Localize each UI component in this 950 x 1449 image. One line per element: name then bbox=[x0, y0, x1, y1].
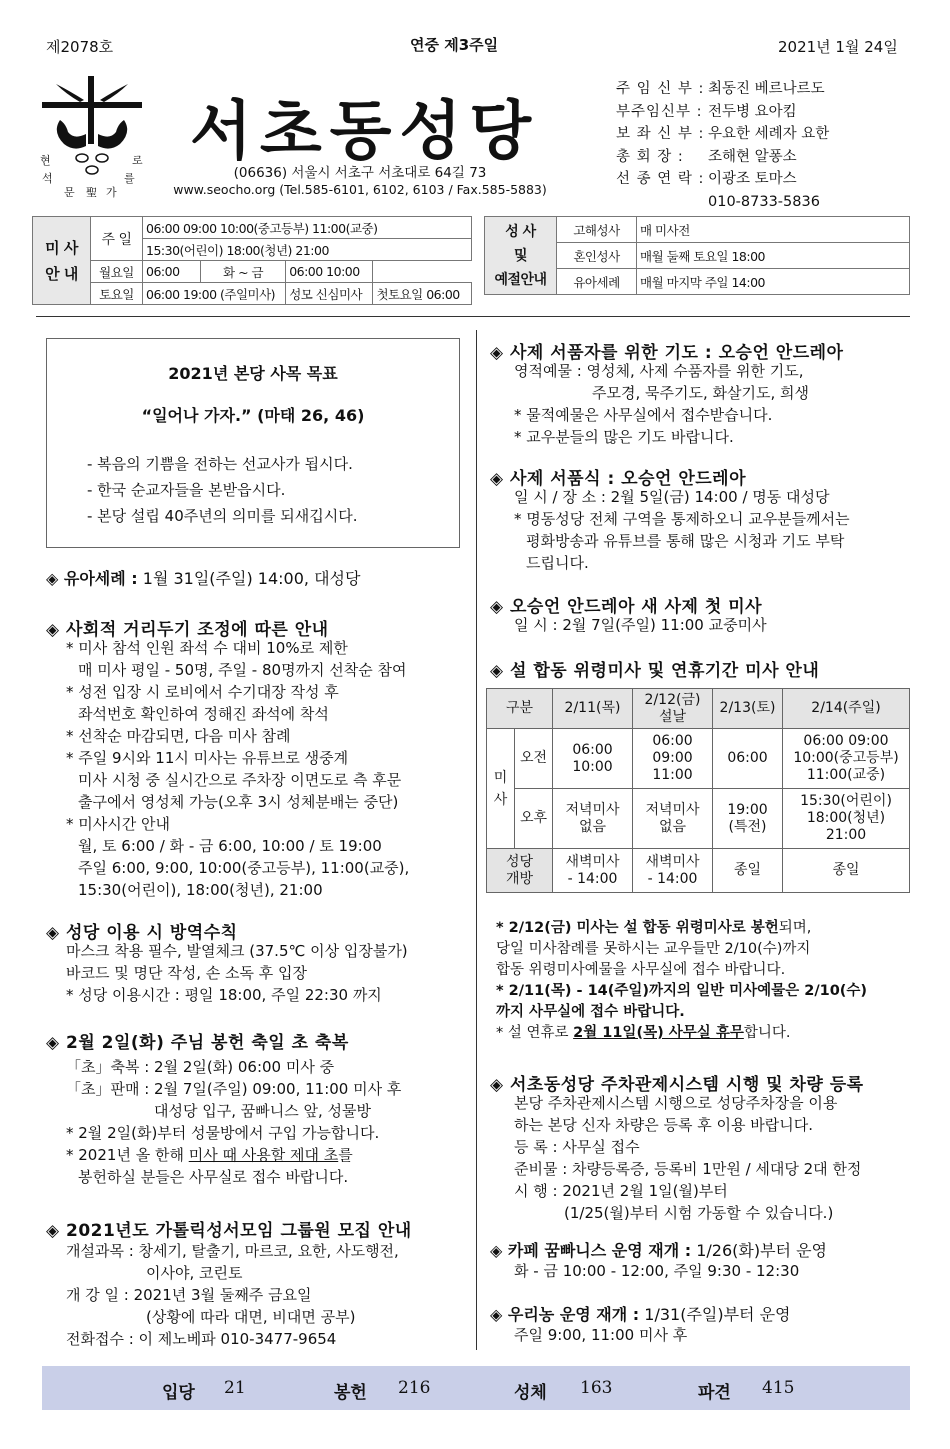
holiday-notes: * 2/12(금) 미사는 설 합동 위령미사로 봉헌되며, 당일 미사참례를 못하시는 교우들만 2/10(수)까지 합동 위령미사예물을 사무실에 접수 바랍니다. * 2/11(목) - 14(주일)까지의 일반 미사예물은 2/10(수) 까지 사무실에 접수 바랍니다. * 설 연휴로 2월 11일(목) 사무실 휴무합니다. bbox=[496, 920, 868, 1041]
section-cafe-body: 화 - 금 10:00 - 12:00, 주일 9:30 - 12:30 bbox=[514, 1262, 800, 1280]
footer-value-communion: 163 bbox=[580, 1378, 613, 1398]
section-distancing-body: * 미사 참석 인원 좌석 수 대비 10%로 제한 매 미사 평일 - 50명, 주일 - 80명까지 선착순 참여 * 성전 입장 시 로비에서 수기대장 작성 후 좌석번호 확인하여 정해진 좌석에 착석 * 선착순 마감되면, 다음 미사 참례 * 주일 9시와 11시 미사는 유튜브로 생중계 미사 시청 중 실시간으로 주차장 이면도로 측 후문 출구에서 영성체 가능(오후 3시 성체분배는 중단) * 미사시간 안내 월, 토 6:00 / 화 - 금 6:00, 10:00 / 토 19:00 주일 6:00, 9:00, 10:00(중고등부), 11:00(교중), 15:30(어린이), 18:00(청년), 21:00 bbox=[66, 639, 410, 899]
section-prayer-title: ◈ 사제 서품자를 위한 기도 : 오승언 안드레아 bbox=[490, 343, 844, 363]
sacrament-table: 성 사 및 예절안내 고해성사 매 미사전 혼인성사 매월 둘째 토요일 18:00 유아세례 매월 마지막 주일 14:00 bbox=[484, 216, 910, 295]
section-ordination-body: 일 시 / 장 소 : 2월 5일(금) 14:00 / 명동 대성당 * 명동성당 전체 구역을 통제하오니 교우분들께서는 평화방송과 유튜브를 통해 많은 시청과 기도 부탁 드립니다. bbox=[514, 488, 850, 572]
section-candle-body: 「초」축복 : 2월 2일(화) 06:00 미사 중 「초」판매 : 2월 7일(주일) 09:00, 11:00 미사 후 대성당 입구, 꿈빠니스 앞, 성물방 * 2월 2일(화)부터 성물방에서 구입 가능합니다. * 2021년 올 한해 미사 때 사용할 제대 초를 봉헌하실 분들은 사무실로 접수 바랍니다. bbox=[66, 1058, 402, 1186]
church-name: 서초동성당 bbox=[190, 95, 540, 169]
mass-schedule-table: 미 사 안 내 주 일 06:00 09:00 10:00(중고등부) 11:00(교중) 15:30(어린이) 18:00(청년) 21:00 월요일 06:00 화 ~ 금 06:00 10:00 토요일 06:00 19:00 (주일미사) 성모 신심미사 첫토요일 06:00 bbox=[32, 216, 472, 305]
section-farm-body: 주일 9:00, 11:00 미사 후 bbox=[514, 1326, 688, 1344]
pastoral-goal-box: 2021년 본당 사목 목표 “일어나 가자.” (마태 26, 46) - 복음의 기쁨을 전하는 선교사가 됩시다. - 한국 순교자들을 본받읍시다. - 본당 설립 40주년의 의미를 되새깁시다. bbox=[46, 338, 460, 548]
section-parking-title: ◈ 서초동성당 주차관제시스템 시행 및 차량 등록 bbox=[490, 1075, 864, 1095]
infant-baptism: ◈ 유아세례 : 1월 31일(주일) 14:00, 대성당 bbox=[46, 569, 361, 588]
issue-date: 2021년 1월 24일 bbox=[778, 38, 898, 56]
church-address: (06636) 서울시 서초구 서초대로 64길 73 bbox=[233, 165, 487, 181]
section-bible-title: ◈ 2021년도 가톨릭성서모임 그룹원 모집 안내 bbox=[46, 1221, 412, 1241]
footer-liturgy-bar bbox=[42, 1366, 910, 1410]
section-first-mass-title: ◈ 오승언 안드레아 새 사제 첫 미사 bbox=[490, 597, 763, 617]
church-logo: 현 로 석 를 문 聖 가 bbox=[38, 72, 146, 200]
footer-label-offertory: 봉헌 bbox=[334, 1383, 367, 1403]
section-first-mass-body: 일 시 : 2월 7일(주일) 11:00 교중미사 bbox=[514, 616, 767, 634]
church-contact: www.seocho.org (Tel.585-6101, 6102, 6103 / Fax.585-5883) bbox=[173, 182, 547, 197]
footer-value-offertory: 216 bbox=[398, 1378, 431, 1398]
section-prayer-body: 영적예물 : 영성체, 사제 수품자를 위한 기도, 주모경, 묵주기도, 화살기도, 희생 * 물적예물은 사무실에서 접수받습니다. * 교우분들의 많은 기도 바랍니다. bbox=[514, 362, 809, 446]
footer-label-communion: 성체 bbox=[514, 1383, 547, 1403]
footer-label-entrance: 입당 bbox=[162, 1383, 195, 1403]
section-bible-body: 개설과목 : 창세기, 탈출기, 마르코, 요한, 사도행전, 이사야, 코린토 개 강 일 : 2021년 3월 둘째주 금요일 (상황에 따라 대면, 비대면 공부) 전화접수 : 이 제노베파 010-3477-9654 bbox=[66, 1242, 399, 1348]
section-candle-title: ◈ 2월 2일(화) 주님 봉헌 축일 초 축복 bbox=[46, 1033, 349, 1053]
issue-number: 제2078호 bbox=[46, 38, 114, 56]
section-holiday-title: ◈ 설 합동 위령미사 및 연휴기간 미사 안내 bbox=[490, 661, 820, 681]
footer-value-entrance: 21 bbox=[224, 1378, 246, 1398]
holiday-mass-table: 구분 2/11(목) 2/12(금) 설날 2/13(토) 2/14(주일) 미 사 오전 06:00 10:00 06:00 09:00 11:00 06:00 06:00 09:00 10:00(중고등부) 11:00(교중) 오후 저녁미사 없음 저녁미사 없음 19:00 (특전) 15:30(어린이) 18:00(청년) 21:00 성당 개방 새벽미사 - 14:00 새벽미사 - 14:00 종일 종일 bbox=[486, 688, 910, 893]
section-quarantine-body: 마스크 착용 필수, 발열체크 (37.5℃ 이상 입장불가) 바코드 및 명단 작성, 손 소독 후 입장 * 성당 이용시간 : 평일 18:00, 주일 22:30 까지 bbox=[66, 942, 408, 1004]
section-farm-title: ◈ 우리농 운영 재개 : 1/31(주일)부터 운영 bbox=[490, 1305, 791, 1324]
liturgical-week: 연중 제3주일 bbox=[410, 36, 499, 54]
section-cafe-title: ◈ 카페 꿈빠니스 운영 재개 : 1/26(화)부터 운영 bbox=[490, 1241, 827, 1260]
footer-value-dismissal: 415 bbox=[762, 1378, 795, 1398]
section-quarantine-title: ◈ 성당 이용 시 방역수칙 bbox=[46, 923, 238, 943]
section-distancing-title: ◈ 사회적 거리두기 조정에 따른 안내 bbox=[46, 620, 329, 640]
section-parking-body: 본당 주차관제시스템 시행으로 성당주차장을 이용 하는 본당 신자 차량은 등록 후 이용 바랍니다. 등 록 : 사무실 접수 준비물 : 차량등록증, 등록비 1만원 / 세대당 2대 한정 시 행 : 2021년 2월 1일(월)부터 (1/25(월)부터 시험 가동할 수 있습니다.) bbox=[514, 1094, 862, 1222]
footer-label-dismissal: 파견 bbox=[698, 1383, 731, 1403]
staff-list: 주 임 신 부 : 최동진 베르나르도 부주임신부 : 전두병 요아킴 보 좌 신 부 : 우요한 세례자 요한 총 회 장 : 조해현 알퐁소 선 종 연 락 : 이광조 토마스 010-8733-5836 bbox=[616, 81, 830, 210]
section-ordination-title: ◈ 사제 서품식 : 오승언 안드레아 bbox=[490, 469, 747, 489]
